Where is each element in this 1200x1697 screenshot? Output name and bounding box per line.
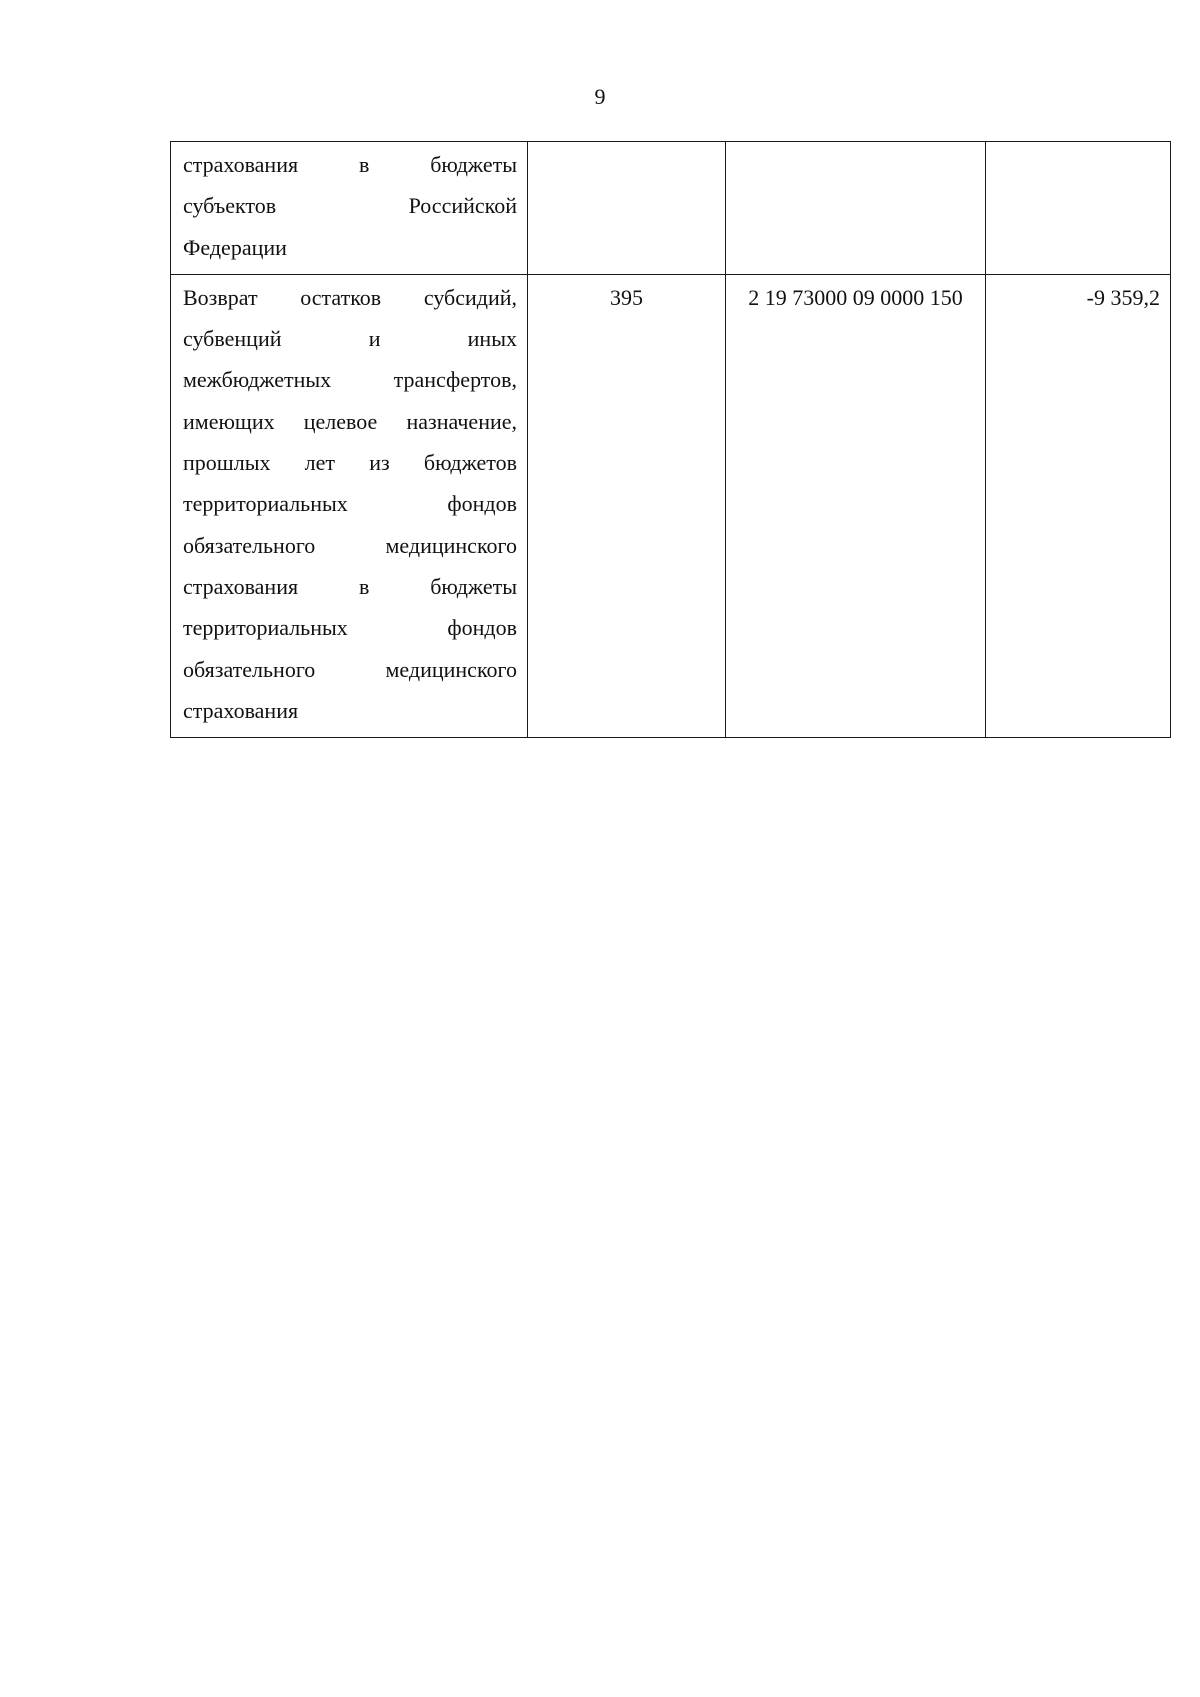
description-line: Федерации <box>183 234 287 260</box>
budget-table <box>170 141 1171 738</box>
page-number: 9 <box>594 84 606 109</box>
admin-code-cell <box>528 274 726 737</box>
amount-cell <box>986 142 1171 275</box>
description-line: субъектов Российской <box>183 193 517 219</box>
description-line: Возврат остатков субсидий, <box>183 284 517 310</box>
description-cell <box>171 274 528 737</box>
description-line: обязательного медицинского <box>183 656 517 682</box>
description-line: территориальных фондов <box>183 615 517 641</box>
budget-code-cell <box>726 142 986 275</box>
description-line: имеющих целевое назначение, <box>183 408 517 434</box>
description-line: субвенций и иных <box>183 326 517 352</box>
budget-code <box>726 142 985 144</box>
amount <box>986 142 1170 144</box>
description-line: страхования в бюджеты <box>183 573 517 599</box>
admin-code <box>528 142 725 144</box>
admin-code-cell <box>528 142 726 275</box>
admin-code: 395 <box>610 284 643 310</box>
budget-code-cell <box>726 274 986 737</box>
description-cell <box>171 142 528 275</box>
description-line: прошлых лет из бюджетов <box>183 450 517 476</box>
amount: -9 359,2 <box>1086 284 1160 310</box>
amount-cell <box>986 274 1171 737</box>
description-line: страхования <box>183 697 299 723</box>
budget-code: 2 19 73000 09 0000 150 <box>748 284 963 310</box>
table-row <box>171 274 1171 737</box>
description-line: территориальных фондов <box>183 491 517 517</box>
description-line: обязательного медицинского <box>183 532 517 558</box>
description-line: межбюджетных трансфертов, <box>183 367 517 393</box>
table-row <box>171 142 1171 275</box>
description-line: страхования в бюджеты <box>183 152 517 177</box>
